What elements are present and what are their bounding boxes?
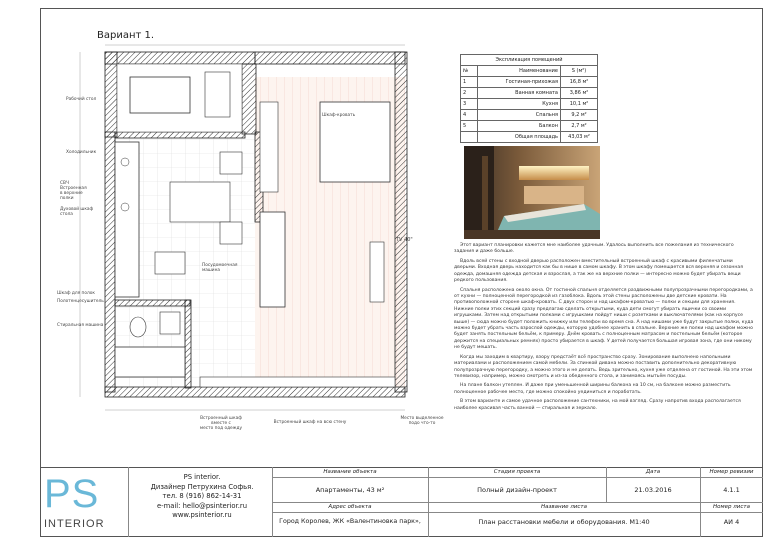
website: www.psinterior.ru bbox=[172, 511, 232, 519]
label-bottom-1: Встроенный шкаф вместе с место под одежду bbox=[199, 416, 243, 432]
table-row: 2 Ванная комната 3,86 м² bbox=[461, 88, 598, 99]
project-description bbox=[454, 243, 754, 415]
stage-header: Стадия проекта bbox=[493, 469, 541, 475]
label-shelf: Шкаф для полок bbox=[57, 291, 95, 296]
variant-title: Вариант 1. bbox=[97, 30, 155, 41]
address-header: Адрес объекта bbox=[328, 504, 372, 510]
description-paragraph: Этот вариант планировки кажется мне наиболее удачным. Удалось выполнить все пожелания из технического задания и даже больше. bbox=[454, 243, 734, 255]
bedroom-render-image bbox=[464, 146, 600, 239]
designer-name: Дизайнер Петрухина Софья. bbox=[150, 482, 254, 491]
description-paragraph: На плане балкон утеплен. И даже при уменьшенной ширины балкона на 10 см, на балконе можно разместить полноценное рабочее место, где можно спокойно уединиться и поработать. bbox=[454, 383, 731, 395]
label-tv: TV 40" bbox=[396, 237, 413, 243]
explication-caption: Экспликация помещений bbox=[461, 55, 598, 66]
explication-table bbox=[460, 54, 598, 143]
object-name-header: Название объекта bbox=[323, 469, 377, 475]
phone: тел. 8 (916) 862-14-31 bbox=[162, 492, 242, 500]
label-microwave: СВЧ Встроенная в верхние полки bbox=[60, 181, 87, 202]
address: Город Королев, ЖК «Валентиновка парк», bbox=[279, 518, 421, 525]
table-row: 1 Гостиная-прихожая 16,8 м² bbox=[461, 77, 598, 88]
sheet-name: План расстановки мебели и оборудования. М1:40 bbox=[478, 518, 650, 526]
contact-info bbox=[138, 473, 266, 521]
col-area: S (м²) bbox=[561, 66, 598, 77]
logo-word: INTERIOR bbox=[44, 518, 105, 530]
sheet-no: АИ 4 bbox=[723, 518, 740, 526]
revision-header: Номер ревизии bbox=[709, 469, 754, 475]
label-oven: Духовой шкаф стола bbox=[60, 207, 94, 218]
table-row: 4 Спальня 9,2 м² bbox=[461, 110, 598, 121]
description-paragraph: Спальня расположена около окна. От гостиной спальня отделяется раздвижными полупрозрачными перегородками, а от кухни — полноценной перегородкой из газоблока. Вдоль этой стены расположены две детские кровати. На противоположной стороне шкаф-кровать. С двух сторон и над шкафом-кроватью — полки и секции для хранения. Нижние полки этих секций сразу предлагаю сделать открытыми, куда дети смогут убирать ящички со своими игрушками. Затем над открытыми полками с игрушками пойдут ниши с розетками и выключателями (как на корпусе выше) — сюда можно будет положить книжку или телефон во время сна. А над нишами уже будут закрытые полки, куда можно будет убрать часть взрослой одежды, которую удобнее хранить в спальне. Верхние же полки над шкафом можно будет занять постельным бельём, к примеру. Днём кровать с полноценным матрасом и постельным бельём (которое держится на специальных ремнях) просто убирается в шкаф. У детей получается большая игровая зона, где они никому не будут мешать. bbox=[454, 287, 754, 351]
label-towel-warmer: Полотенцесушитель bbox=[57, 299, 104, 304]
tb-divider bbox=[272, 512, 763, 513]
label-washing-machine: Стиральная машина bbox=[57, 323, 104, 328]
tb-divider bbox=[272, 477, 763, 478]
floor-plan bbox=[60, 42, 410, 417]
description-paragraph: Когда мы заходим в квартиру, взору предстаёт всё пространство сразу. Зонирование выполнено напольными материалами и расположением самой мебели. За спинкой дивана можно поставить дополнительно декоративную полупрозрачную перегородку, а можно этого и не делать. Ведь зрительно, кухня уже отделена от гостиной. На эти этом телевизор, например, можно смотреть и из-за обеденного стола, и занимаясь мытьём посуды. bbox=[454, 354, 753, 380]
description-paragraph: В этом варианте и самое удачное расположение сантехники, на мой взгляд. Сразу напротив входа располагается наиболее красивая часть ванной — стиральная и зеркало. bbox=[454, 399, 741, 411]
description-paragraph: Вдоль всей стены с входной дверью расположен вместительный встроенный шкаф с красивыми филенчатыми дверьми. Входная дверь находится как бы в нише в самом шкафу. В этом шкафу помещается вся верхняя и сезонная одежда, домашняя одежда детская и взрослая, а так же на верхние полки — интересно можно будет убирать вещи редкого пользования. bbox=[454, 258, 743, 284]
logo-letters: PS bbox=[44, 472, 100, 516]
object-name: Апартаменты, 43 м² bbox=[315, 486, 385, 494]
stage: Полный дизайн-проект bbox=[477, 486, 557, 494]
ps-interior-logo bbox=[44, 474, 110, 534]
revision: 4.1.1 bbox=[723, 486, 740, 494]
label-bed: Шкаф-кровать bbox=[322, 113, 356, 118]
tb-divider bbox=[272, 502, 763, 503]
date: 21.03.2016 bbox=[634, 486, 672, 494]
label-bottom-2: Встроенный шкаф на всю стену bbox=[273, 420, 347, 425]
email: e-mail: hello@psinterior.ru bbox=[156, 501, 248, 510]
table-row: 3 Кухня 10,1 м² bbox=[461, 99, 598, 110]
tb-divider bbox=[128, 467, 129, 537]
label-workdesk: Рабочий стол bbox=[66, 97, 97, 102]
company-name: PS interior. bbox=[183, 473, 221, 481]
date-header: Дата bbox=[645, 469, 661, 475]
label-bottom-3: Место выделенное подо что-то bbox=[400, 416, 444, 427]
label-dishwasher: Посудомоечная машина bbox=[202, 263, 238, 274]
sheet-name-header: Название листа bbox=[540, 504, 588, 510]
col-name: Наименование bbox=[478, 66, 561, 77]
table-total-row: Общая площадь 43,03 м² bbox=[461, 132, 598, 143]
sheet-no-header: Номер листа bbox=[713, 504, 750, 510]
label-fridge: Холодильник bbox=[66, 150, 97, 155]
col-no: № bbox=[461, 66, 478, 77]
table-row: 5 Балкон 2,7 м² bbox=[461, 121, 598, 132]
